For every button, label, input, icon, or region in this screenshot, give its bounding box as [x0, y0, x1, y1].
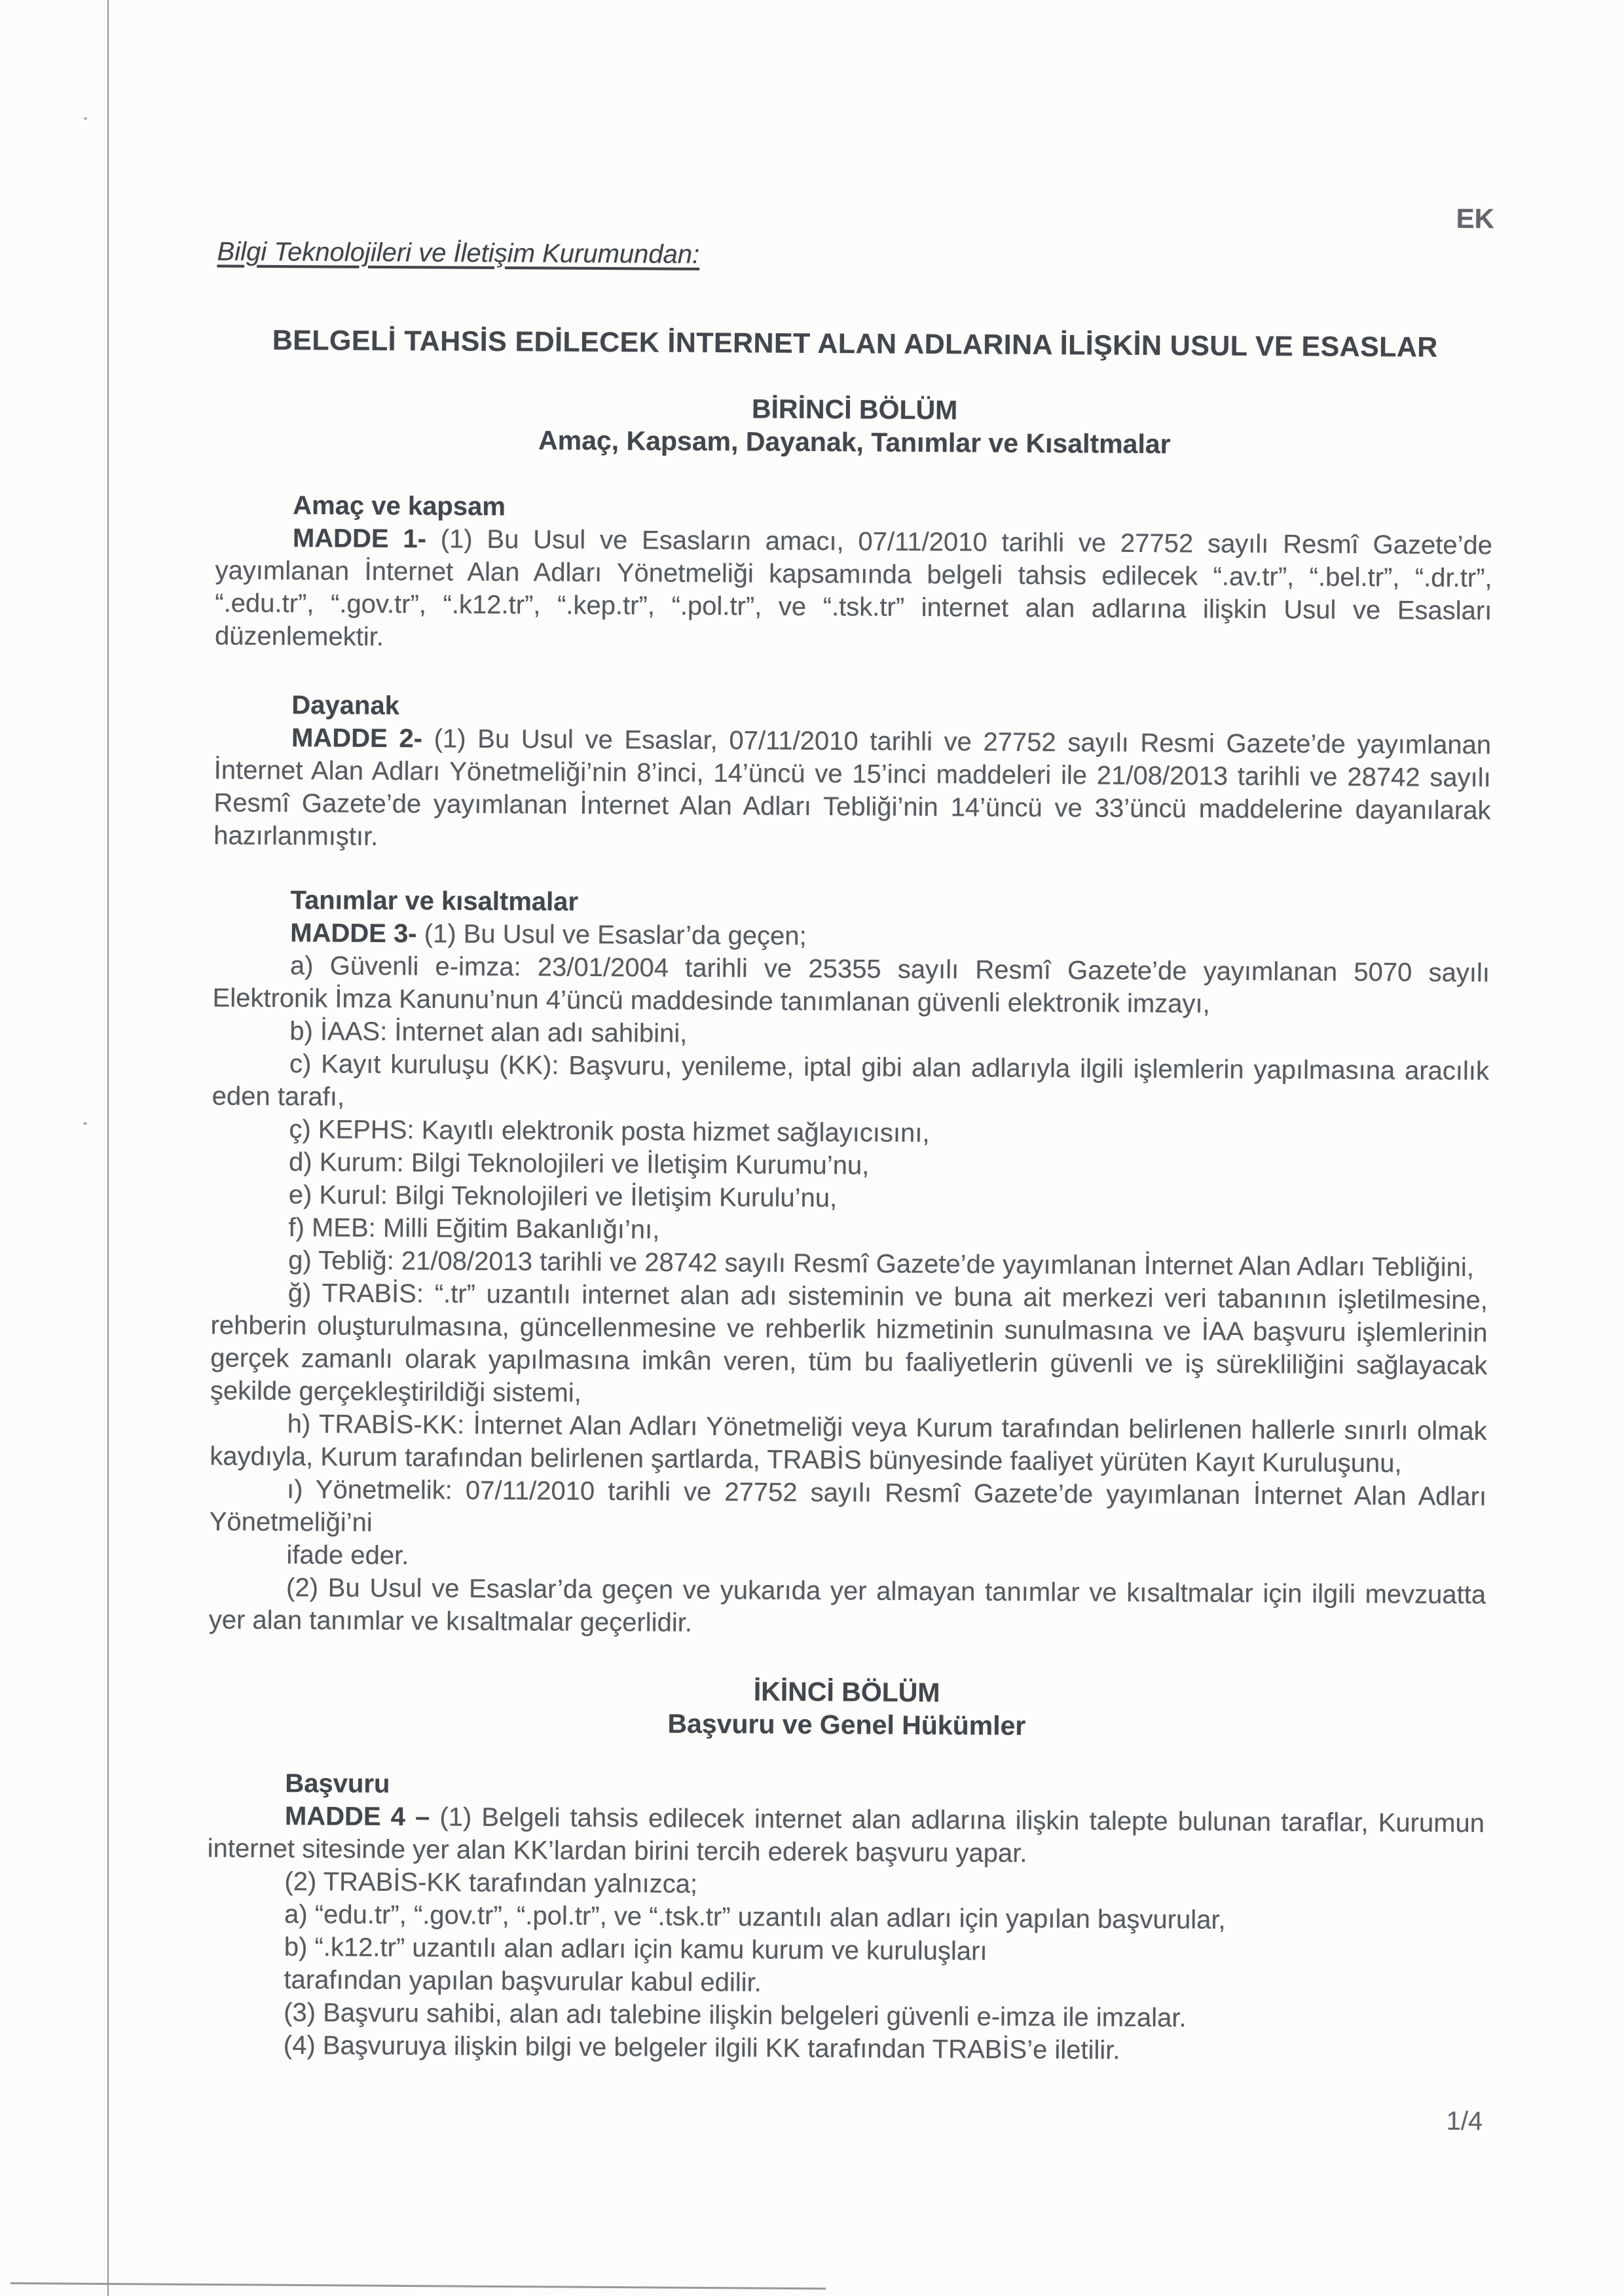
definition-item-b: b) İAAS: İnternet alan adı sahibini,: [289, 1017, 688, 1048]
madde-1-text: (1) Bu Usul ve Esasların amacı, 07/11/2010 tarihli ve 27752 sayılı Resmî Gazete’de yayımlanan İnternet Alan Adları Yönetmeliği kapsamında belgeli tahsis edilecek “.av.tr”, “.bel.tr”, “.dr.tr”, “.edu.tr”, “.gov.tr”, “.k12.tr”, “.kep.tr”, “.pol.tr”, ve “.tsk.tr” internet alan adlarına ilişkin Usul ve Esasları düzenlemektir.: [214, 524, 1493, 651]
document-content: [206, 0, 1496, 2138]
madde-4-paragraph-3: (3) Başvuru sahibi, alan adı talebine ilişkin belgeleri güvenli e-imza ile imzalar.: [284, 1998, 1187, 2033]
scan-edge-vertical-line: [107, 0, 109, 2296]
definition-item-cc: ç) KEPHS: Kayıtlı elektronik posta hizmet sağlayıcısını,: [289, 1115, 930, 1148]
scan-dust-speck: [84, 117, 87, 120]
madde-2-paragraph: [213, 721, 1491, 860]
madde-1-paragraph: [215, 521, 1492, 660]
chapter-2-heading: İKİNCİ BÖLÜM: [753, 1676, 940, 1708]
madde-2-label: MADDE 2-: [291, 723, 423, 754]
madde-2-text: (1) Bu Usul ve Esaslar, 07/11/2010 tarihli ve 27752 sayılı Resmi Gazete’de yayımlanan İnternet Alan Adları Yönetmeliği’nin 8’inci, 14’üncü ve 15’inci maddeleri ile 21/08/2013 tarihli ve 28742 sayılı Resmî Gazete’de yayımlanan İnternet Alan Adları Tebliği’nin 14’üncü ve 33’üncü maddelerine dayanılarak hazırlanmıştır.: [213, 724, 1492, 851]
definition-item-d: d) Kurum: Bilgi Teknolojileri ve İletişim Kurumu’nu,: [288, 1148, 870, 1180]
definition-item-f: f) MEB: Milli Eğitim Bakanlığı’nı,: [288, 1213, 660, 1245]
section-heading-amac-ve-kapsam: Amaç ve kapsam: [293, 491, 506, 522]
madde-4-paragraph-2: (2) TRABİS-KK tarafından yalnızca;: [284, 1867, 698, 1899]
definition-item-g: g) Tebliğ: 21/08/2013 tarihli ve 28742 sayılı Resmî Gazete’de yayımlanan İnternet Alan Adları Tebliğini,: [288, 1246, 1475, 1283]
madde-3-label: MADDE 3-: [290, 919, 417, 949]
page-number: 1/4: [1446, 2106, 1483, 2136]
chapter-1-heading: BİRİNCİ BÖLÜM: [751, 393, 958, 426]
madde-3-closing-line: ifade eder.: [286, 1540, 409, 1571]
application-item-b: b) “.k12.tr” uzantılı alan adları için kamu kurum ve kuruluşları: [284, 1933, 987, 1966]
definition-item-c: c) Kayıt kuruluşu (KK): Başvuru, yenileme, iptal gibi alan adlarıyla ilgili işlemlerin yapılmasına aracılık eden tarafı,: [212, 1049, 1490, 1112]
definition-item-e: e) Kurul: Bilgi Teknolojileri ve İletişim Kurulu’nu,: [288, 1180, 838, 1213]
scan-dust-speck: [83, 1122, 87, 1125]
section-heading-dayanak: Dayanak: [291, 691, 400, 721]
annex-label: EK: [1456, 202, 1495, 234]
definition-item-h: h) TRABİS-KK: İnternet Alan Adları Yönetmeliği veya Kurum tarafından belirlenen hallerle sınırlı olmak kaydıyla, Kurum tarafından belirlenen şartlarda, TRABİS bünyesinde faaliyet yürüten Kayıt Kuruluşunu,: [210, 1410, 1487, 1478]
madde-4-label: MADDE 4 –: [284, 1802, 430, 1832]
definition-item-a: a) Güvenli e-imza: 23/01/2004 tarihli ve 25355 sayılı Resmî Gazete’de yayımlanan 5070 sayılı Elektronik İmza Kanunu’nun 4’üncü maddesinde tanımlanan güvenli elektronik imzayı,: [212, 951, 1490, 1019]
definition-item-gg: ğ) TRABİS: “.tr” uzantılı internet alan adı sisteminin ve buna ait merkezi veri tabanının işletilmesine, rehberin oluşturulmasına, güncellenmesine ve rehberlik hizmetinin sunulmasına ve İAA başvuru işlemlerinin gerçek zamanlı olarak yapılmasına imkân veren, tüm bu faaliyetlerin güvenli ve iş sürekliliğini sağlayacak şekilde gerçekleştirildiği sistemi,: [210, 1279, 1488, 1408]
definition-item-ii: ı) Yönetmelik: 07/11/2010 tarihli ve 27752 sayılı Resmî Gazete’de yayımlanan İnternet Alan Adları Yönetmeliği’ni: [209, 1475, 1487, 1537]
madde-4-paragraph: [208, 1799, 1485, 1872]
madde-3-paragraph-2: (2) Bu Usul ve Esaslar’da geçen ve yukarıda yer almayan tanımlar ve kısaltmalar için ilgili mevzuatta yer alan tanımlar ve kısaltmalar geçerlidir.: [208, 1573, 1486, 1637]
section-heading-basvuru: Başvuru: [285, 1769, 390, 1799]
application-item-b-continuation: tarafından yapılan başvurular kabul edilir.: [284, 1965, 762, 1997]
section-heading-tanimlar: Tanımlar ve kısaltmalar: [290, 886, 579, 917]
document-title: BELGELİ TAHSİS EDİLECEK İNTERNET ALAN ADLARINA İLİŞKİN USUL VE ESASLAR: [272, 324, 1438, 363]
application-item-a: a) “edu.tr”, “.gov.tr”, “.pol.tr”, ve “.tsk.tr” uzantılı alan adları için yapılan başvurular,: [284, 1900, 1226, 1935]
issuing-authority-line: Bilgi Teknolojileri ve İletişim Kurumundan:: [217, 237, 700, 269]
madde-4-text: (1) Belgeli tahsis edilecek internet alan adlarına ilişkin talepte bulunan taraflar, Kurumun internet sitesinde yer alan KK’lardan birini tercih ederek başvuru yapar.: [207, 1802, 1485, 1868]
chapter-2-subtitle: Başvuru ve Genel Hükümler: [667, 1708, 1026, 1741]
scan-edge-horizontal-line: [10, 2282, 826, 2289]
madde-4-paragraph-4: (4) Başvuruya ilişkin bilgi ve belgeler ilgili KK tarafından TRABİS’e iletilir.: [283, 2031, 1120, 2065]
chapter-1-subtitle: Amaç, Kapsam, Dayanak, Tanımlar ve Kısaltmalar: [538, 425, 1171, 460]
madde-3-text: (1) Bu Usul ve Esaslar’da geçen;: [416, 919, 807, 951]
madde-1-label: MADDE 1-: [292, 524, 427, 554]
